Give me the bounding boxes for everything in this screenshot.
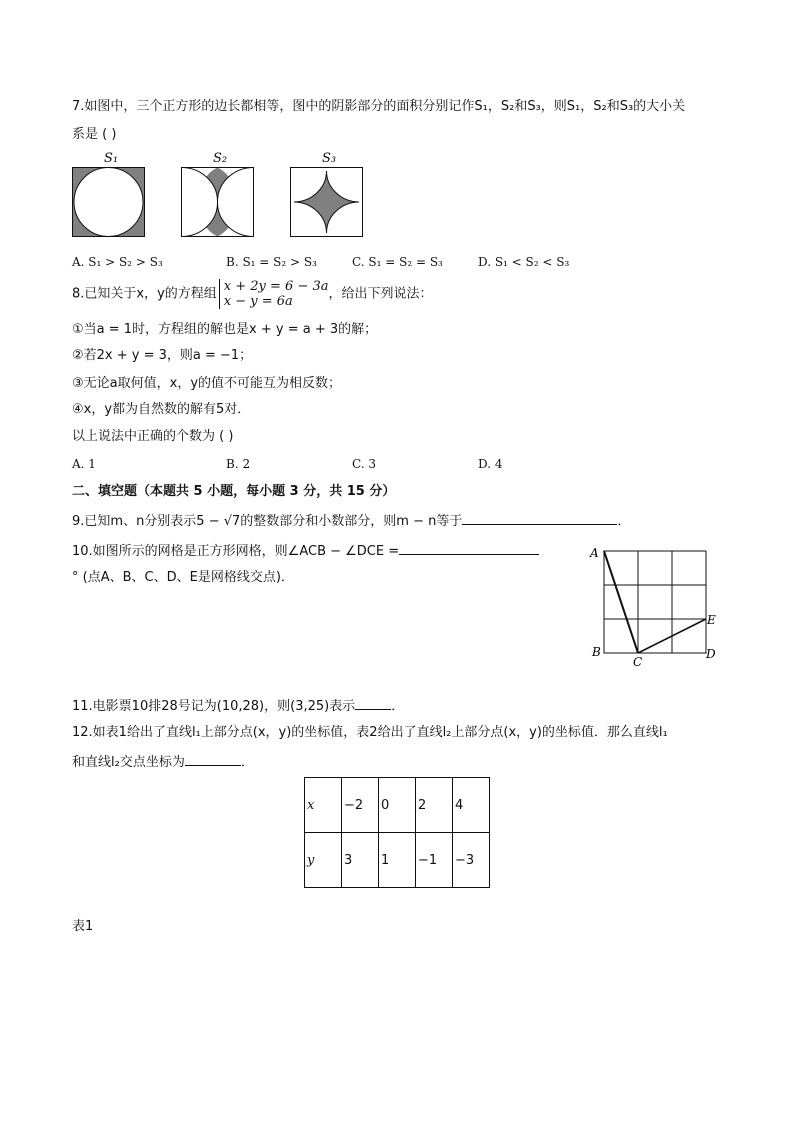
point-label-a: A xyxy=(590,546,599,560)
table-row xyxy=(305,778,490,833)
table-cell: −3 xyxy=(453,833,490,888)
q11-line xyxy=(72,695,404,716)
q10-text-cont: ° (点A、B、C、D、E是网格线交点)． xyxy=(72,570,294,585)
q11-text: 11.电影票10排28号记为(10,28)，则(3,25)表示 xyxy=(72,699,356,714)
table-cell: 0 xyxy=(379,778,416,833)
q8-statement-2: ②若2x + y = 3，则a = −1； xyxy=(72,348,253,363)
q10-answer-blank[interactable] xyxy=(399,540,539,555)
table-cell: 1 xyxy=(379,833,416,888)
q10-line xyxy=(72,540,539,561)
figure-s1-square xyxy=(72,167,146,238)
q11-end: ． xyxy=(391,699,405,714)
table-1-caption: 表1 xyxy=(72,919,94,934)
fig-label-s3: S₃ xyxy=(322,151,337,166)
q10-grid-figure xyxy=(588,542,728,668)
q9-line xyxy=(72,510,630,531)
fig-label-s1: S₁ xyxy=(104,151,119,166)
q7-option-d: D. S₁ < S₂ < S₃ xyxy=(478,255,570,269)
q10-text: 10.如图所示的网格是正方形网格，则∠ACB − ∠DCE = xyxy=(72,544,400,559)
point-label-d: D xyxy=(706,647,716,661)
q8-eq1: x + 2y = 6 − 3a xyxy=(223,279,329,294)
q8-question: 以上说法中正确的个数为 ( ) xyxy=(72,429,234,444)
q8-text xyxy=(72,279,433,310)
q8-statement-1: ①当a = 1时，方程组的解也是x + y = a + 3的解； xyxy=(72,322,378,337)
figure-s2-square xyxy=(181,167,255,238)
q9-text: 9.已知m、n分别表示5 − √7的整数部分和小数部分，则m − n等于 xyxy=(72,514,463,529)
segment-ac xyxy=(604,551,638,653)
table-cell: 2 xyxy=(416,778,453,833)
q8-option-b: B. 2 xyxy=(226,457,251,471)
point-label-e: E xyxy=(707,613,716,627)
q8-option-c: C. 3 xyxy=(352,457,377,471)
q12-answer-blank[interactable] xyxy=(185,751,241,766)
q8-prefix: 8.已知关于x，y的方程组 xyxy=(72,286,217,302)
q8-option-a: A. 1 xyxy=(72,457,96,471)
figure-s3-square xyxy=(290,167,364,238)
table-1 xyxy=(304,777,490,888)
point-label-b: B xyxy=(592,645,601,659)
q8-statement-3: ③无论a取何值，x，y的值不可能互为相反数； xyxy=(72,376,342,391)
q8-eq2: x − y = 6a xyxy=(223,294,293,309)
table-row xyxy=(305,833,490,888)
q12-text: 12.如表1给出了直线l₁上部分点(x，y)的坐标值，表2给出了直线l₂上部分点(x，y)的坐标值．那么直线l₁ xyxy=(72,725,668,740)
q11-answer-blank[interactable] xyxy=(355,695,391,710)
table-cell: 3 xyxy=(342,833,379,888)
table-cell: −1 xyxy=(416,833,453,888)
table-cell: 4 xyxy=(453,778,490,833)
q7-option-a: A. S₁ > S₂ > S₃ xyxy=(72,255,163,269)
q12-text-cont: 和直线l₂交点坐标为 xyxy=(72,755,185,770)
q7-option-c: C. S₁ = S₂ = S₃ xyxy=(352,255,443,269)
q12-line2 xyxy=(72,751,254,772)
q8-statement-4: ④x，y都为自然数的解有5对． xyxy=(72,402,251,417)
point-label-c: C xyxy=(633,655,643,668)
q7-text-cont: 系是 ( ) xyxy=(72,127,117,142)
q9-answer-blank[interactable] xyxy=(462,510,617,525)
q7-option-b: B. S₁ = S₂ > S₃ xyxy=(226,255,317,269)
table-cell: −2 xyxy=(342,778,379,833)
q8-equation-system xyxy=(219,279,329,309)
fig-label-s2: S₂ xyxy=(213,151,228,166)
table-cell: x xyxy=(305,778,342,833)
q8-option-d: D. 4 xyxy=(478,457,503,471)
q12-end: ． xyxy=(240,755,254,770)
q7-text: 7.如图中，三个正方形的边长都相等，图中的阴影部分的面积分别记作S₁，S₂和S₃，则S₁，S₂和S₃的大小关 xyxy=(72,99,686,114)
section-title-fill-in: 二、填空题（本题共 5 小题，每小题 3 分，共 15 分） xyxy=(72,484,396,499)
q9-end: ． xyxy=(617,514,631,529)
table-cell: y xyxy=(305,833,342,888)
q8-suffix: ，给出下列说法： xyxy=(328,286,433,302)
grid-lines xyxy=(604,551,706,653)
